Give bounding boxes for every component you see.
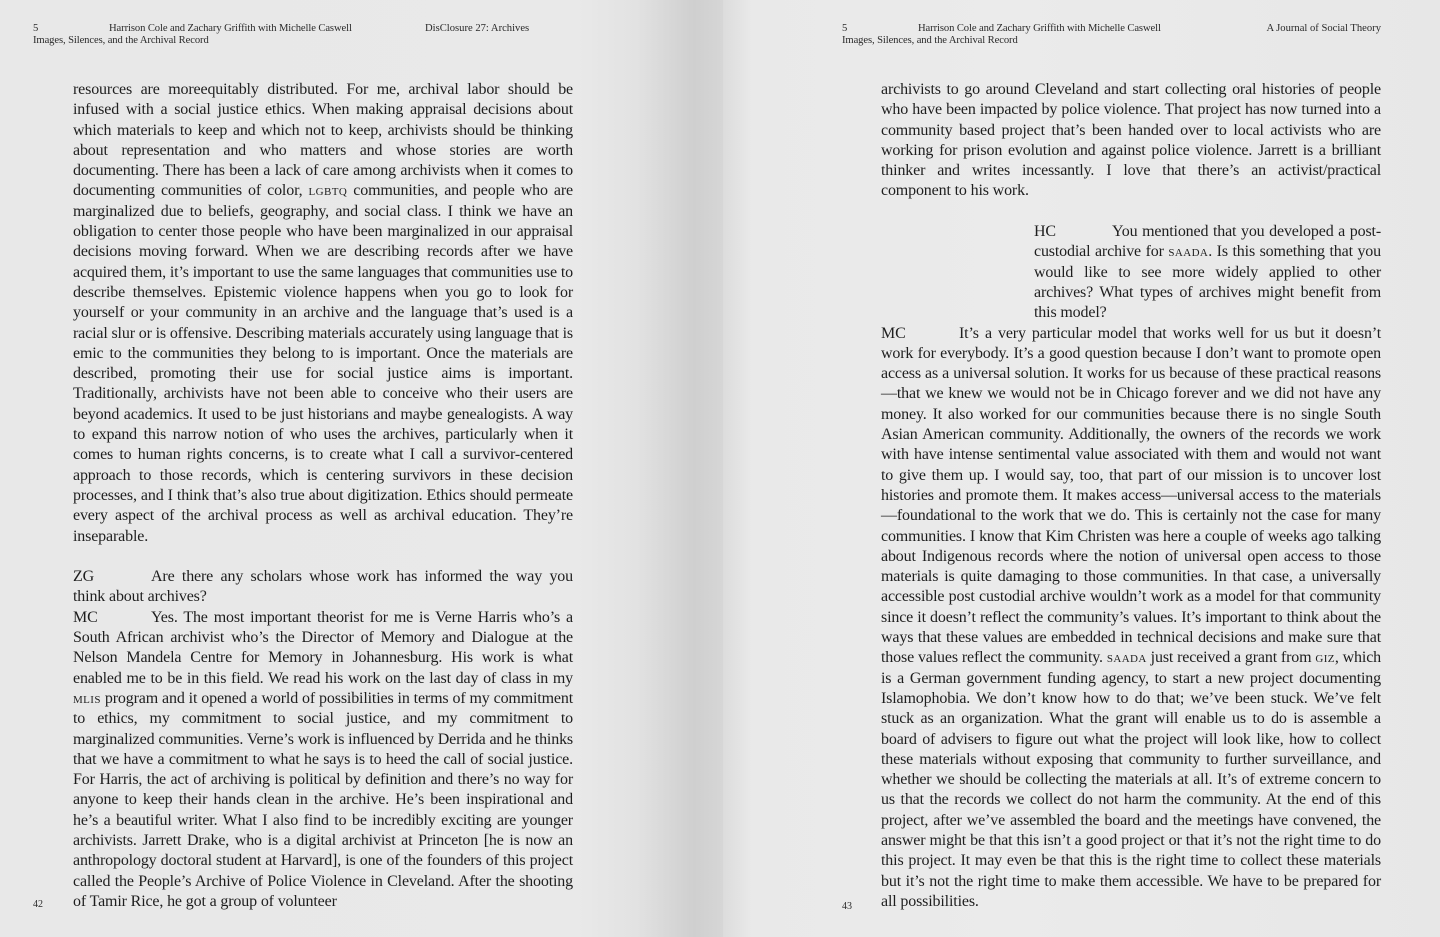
abbreviation-lgbtq: lgbtq <box>308 182 348 200</box>
question-text: You mentioned that you developed a post-custodial archive for <box>1034 223 1381 261</box>
speaker-label: MC <box>881 324 906 342</box>
abbreviation-saada: saada <box>1168 243 1209 261</box>
interview-question <box>1034 222 1381 323</box>
right-page <box>723 0 1440 937</box>
abbreviation-saada: saada <box>1106 649 1147 667</box>
abbreviation-mlis: mlis <box>73 689 101 707</box>
question-text: Are there any scholars whose work has informed the way you think about archives? <box>73 568 573 606</box>
interview-question <box>73 567 573 608</box>
body-paragraph <box>73 80 573 547</box>
answer-text: Yes. The most important theorist for me is Verne Harris who’s a South African archivist who’s the Director of Memory and Dialogue at the Nelson Mandela Centre for Memory in Johannesburg. His work is what enabled me to be in this field. We read his work on the last day of class in my <box>73 608 573 687</box>
paragraph-text: communities, and people who are marginalized due to beliefs, geography, and social class. I think we have an obligation to center those people who have been marginalized in our appraisal decisions moving forward. When we are describing records after we have acquired them, it’s important to use the same languages that communities use to describe themselves. Epistemic violence happens when you go to look for yourself or your community in an archive and the language that’s used is a racial slur or is offensive. Describing materials accurately using language that is emic to the communities they belong to is important. Once the materials are described, promoting their use for social justice aims is important. Traditionally, archivists have not been able to conceive who their users are beyond academics. It used to be just historians and maybe genealogists. A way to expand this narrow notion of who uses the archives, particularly when it comes to human rights concerns, is to create what I call a survivor-centered approach to those records, which is centering survivors in these decision processes, and I think that’s also true about digitization. Ethics should permeate every aspect of the archival process as well as archival education. They’re inseparable. <box>73 182 573 545</box>
abbreviation-giz: giz <box>1315 649 1335 667</box>
interview-answer <box>881 324 1381 913</box>
running-head-title: Images, Silences, and the Archival Record <box>33 35 209 46</box>
body-paragraph: archivists to go around Cleveland and start collecting oral histories of people who have been impacted by police violence. That project has now turned into a community based project that’s been handed over to local activists who are working for prison evolution and against police violence. Jarrett is a brilliant thinker and writes incessantly. I love that there’s an activist/practical component to his work. <box>881 81 1381 200</box>
left-body-text <box>73 80 573 912</box>
running-head-authors: Harrison Cole and Zachary Griffith with Michelle Caswell <box>109 23 352 34</box>
running-head-journal: A Journal of Social Theory <box>1266 23 1381 34</box>
running-head-authors: Harrison Cole and Zachary Griffith with Michelle Caswell <box>918 23 1161 34</box>
running-head-journal: DisClosure 27: Archives <box>425 23 530 34</box>
question-text: . Is this something that you would like to see more widely applied to other archives? What types of archives might benefit from this model? <box>1034 243 1381 322</box>
answer-text: , which is a German government funding agency, to start a new project documenting Islamophobia. We don’t know how to do that; we’ve been stuck. We’ve felt stuck as an organization. What the grant will enable us to do is assemble a board of advisers to figure out what the project will look like, how to collect these materials without exposing that community to further surveillance, and whether we should be collecting the materials at all. It’s of extreme concern to us that the records we collect do not harm the community. At the end of this project, after we’ve assembled the board and the meetings have convened, the answer might be that this isn’t a good project or that it’s not the right time to do this project. It may even be that this is the right time to collect these materials but it’s not the right time to make them accessible. We have to be prepared for all possibilities. <box>881 649 1381 910</box>
page-number-right: 43 <box>842 901 852 912</box>
answer-text: just received a grant from <box>1146 649 1316 667</box>
chapter-number: 5 <box>33 23 39 34</box>
chapter-number: 5 <box>842 23 848 34</box>
running-head-right <box>842 23 1161 47</box>
running-head-title: Images, Silences, and the Archival Record <box>842 35 1018 46</box>
answer-text: program and it opened a world of possibilities in terms of my commitment to ethics, my commitment to social justice, and my commitment to marginalized communities. Verne’s work is influenced by Derrida and he thinks that we have a commitment to what he says is to heed the call of social justice. For Harris, the act of archiving is political by definition and there’s no way for anyone to keep their hands clean in the archive. He’s been inspirational and he’s a beautiful writer. What I also find to be incredibly exciting are younger archivists. Jarrett Drake, who is a digital archivist at Princeton [he is now an anthropology doctoral student at Harvard], is one of the founders of this project called the People’s Archive of Police Violence in Cleveland. After the shooting of Tamir Rice, he got a group of volunteer <box>73 689 573 910</box>
right-body-text <box>881 80 1381 912</box>
speaker-label: ZG <box>73 568 95 586</box>
speaker-label: HC <box>1034 223 1056 241</box>
paragraph-text: resources are moreequitably distributed. For me, archival labor should be infused with a social justice ethics. When making appraisal decisions about which materials to keep and which not to keep, archivists should be thinking about representation and who matters and whose stories are worth documenting. There has been a lack of care among archivists when it comes to documenting communities of color, <box>73 81 573 200</box>
answer-text: It’s a very particular model that works well for us but it doesn’t work for everybody. It’s a good question because I don’t want to promote open access as a universal solution. It works for us because of these practical reasons—that we knew we would not be in Chicago forever and we did not have any money. It also worked for our communities because there is no single South Asian American community. Additionally, the owners of the records we work with have intense sentimental value associated with them and would not want to give them up. I would say, too, that part of our mission is to uncover lost histories and promote them. It makes access—universal access to the materials—foundational to the work that we do. This is certainly not the case for many communities. I know that Kim Christen was here a couple of weeks ago talking about Indigenous records where the notion of universal open access to those materials is quite damaging to those communities. In that case, a universally accessible post custodial archive wouldn’t work as a model for that community since it doesn’t reflect the community’s values. It’s important to think about the ways that these values are embedded in technical decisions and make sure that those values reflect the community. <box>881 324 1381 667</box>
running-head-left <box>33 23 352 47</box>
page-number-left: 42 <box>33 899 43 910</box>
interview-answer <box>73 608 573 912</box>
speaker-label: MC <box>73 608 98 626</box>
